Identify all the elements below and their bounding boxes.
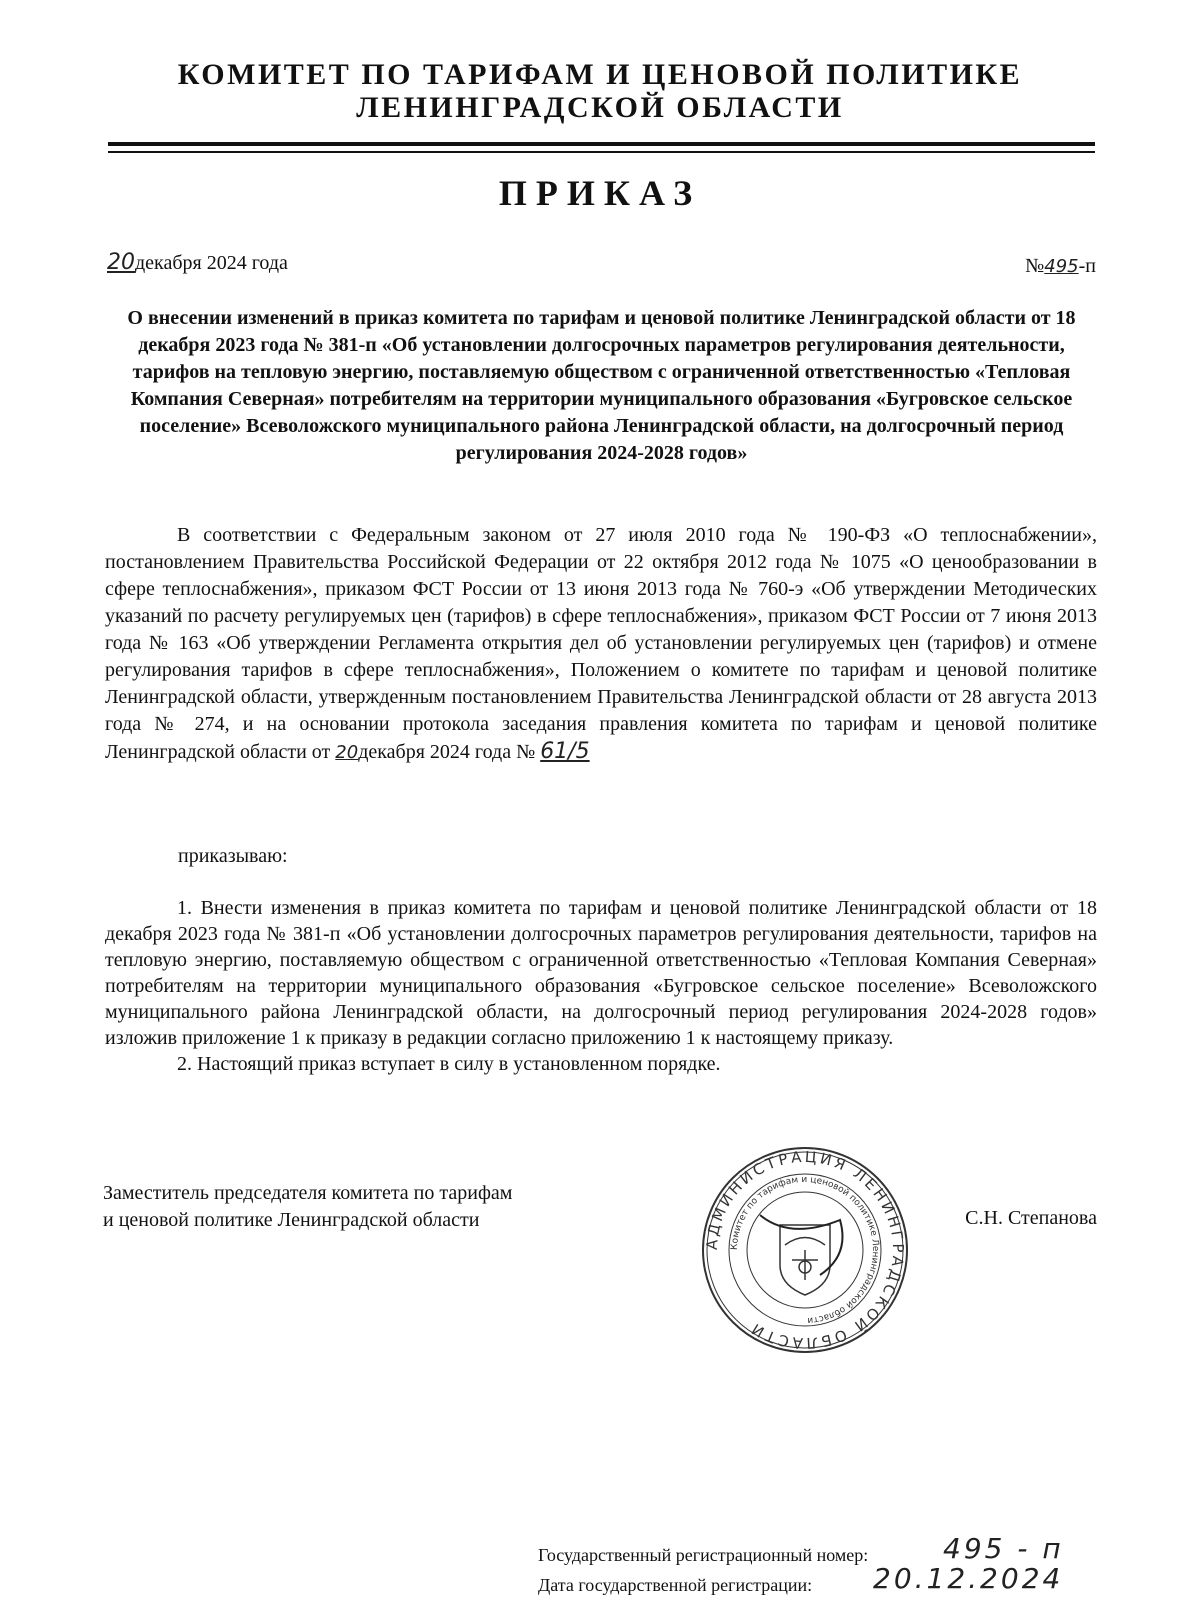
order-number	[1025, 255, 1096, 278]
svg-text:Комитет по тарифам и ценовой п	[730, 1175, 880, 1325]
order-preamble	[105, 522, 1097, 766]
coat-of-arms-icon	[780, 1225, 830, 1295]
committee-header	[100, 58, 1100, 124]
registration-date-value: 20.12.2024	[873, 1562, 1064, 1595]
order-items	[105, 895, 1097, 1077]
order-word: приказываю:	[178, 845, 288, 867]
committee-header-line2: ЛЕНИНГРАДСКОЙ ОБЛАСТИ	[356, 91, 844, 124]
seal-outer-text: АДМИНИСТРАЦИЯ ЛЕНИНГРАДСКОЙ ОБЛАСТИ	[702, 1147, 908, 1353]
order-date-day: 20	[107, 250, 135, 275]
seal-inner-text: Комитет по тарифам и ценовой политике Ленинградской области	[729, 1174, 881, 1326]
registration-date-row	[538, 1562, 1098, 1600]
committee-header-line1: КОМИТЕТ ПО ТАРИФАМ И ЦЕНОВОЙ ПОЛИТИКЕ	[177, 58, 1023, 91]
signatory-name: С.Н. Степанова	[965, 1207, 1097, 1229]
order-item: 2. Настоящий приказ вступает в силу в установленном порядке.	[177, 1053, 721, 1075]
registration-number-value: 495 - п	[943, 1532, 1064, 1565]
order-subject: О внесении изменений в приказ комитета по тарифам и ценовой политике Ленинградской области от 18 декабря 2023 года № 381-п «Об установлении долгосрочных параметров регулирования деятельности, тарифов на тепловую энергию, поставляемую обществом с ограниченной ответственностью «Тепловая Компания Северная» потребителям на территории муниципального образования «Бугровское сельское поселение» Всеволожского муниципального района Ленинградской области, на долгосрочный период регулирования 2024-2028 годов»	[127, 307, 1076, 464]
signatory-position	[103, 1180, 623, 1234]
official-seal	[700, 1145, 910, 1355]
protocol-date-day: 20	[335, 742, 359, 763]
header-rule-thick	[108, 142, 1095, 146]
order-number-value: 495	[1044, 256, 1079, 277]
document-type-title: ПРИКАЗ	[498, 173, 702, 213]
signatory-position-line1: Заместитель председателя комитета по тарифам	[103, 1182, 513, 1204]
order-date-rest: декабря 2024 года	[135, 252, 288, 274]
protocol-date-rest: декабря 2024 года №	[358, 741, 536, 763]
registration-block	[538, 1532, 1098, 1600]
signatory-position-line2: и ценовой политике Ленинградской области	[103, 1209, 480, 1231]
order-date	[107, 250, 288, 275]
protocol-number: 61/5	[540, 739, 590, 764]
order-item: 1. Внести изменения в приказ комитета по тарифам и ценовой политике Ленинградской области от 18 декабря 2023 года № 381-п «Об установлении долгосрочных параметров регулирования деятельности, тарифов на тепловую энергию, поставляемую обществом с ограниченной ответственностью «Тепловая Компания Северная» потребителям на территории муниципального образования «Бугровское сельское поселение» Всеволожского муниципального района Ленинградской области, на долгосрочный период регулирования 2024-2028 годов» изложив приложение 1 к приказу в редакции согласно приложению 1 к настоящему приказу.	[105, 897, 1097, 1049]
registration-number-label: Государственный регистрационный номер:	[538, 1545, 869, 1565]
order-number-prefix: №	[1025, 255, 1045, 277]
order-number-suffix: -п	[1078, 255, 1096, 277]
registration-date-label: Дата государственной регистрации:	[538, 1575, 813, 1595]
preamble-text: В соответствии с Федеральным законом от 27 июля 2010 года № 190-ФЗ «О теплоснабжении», постановлением Правительства Российской Федерации от 22 октября 2012 года № 1075 «О ценообразовании в сфере теплоснабжения», приказом ФСТ России от 13 июня 2013 года № 760-э «Об утверждении Методических указаний по расчету регулируемых цен (тарифов) в сфере теплоснабжения», приказом ФСТ России от 7 июня 2013 года № 163 «Об утверждении Регламента открытия дел об установлении регулируемых цен (тарифов) и отмене регулирования тарифов в сфере теплоснабжения», Положением о комитете по тарифам и ценовой политике Ленинградской области, утвержденным постановлением Правительства Ленинградской области от 28 августа 2013 года № 274, и на основании протокола заседания правления комитета по тарифам и ценовой политике Ленинградской области от	[105, 524, 1097, 763]
header-rule-thin	[108, 151, 1095, 153]
